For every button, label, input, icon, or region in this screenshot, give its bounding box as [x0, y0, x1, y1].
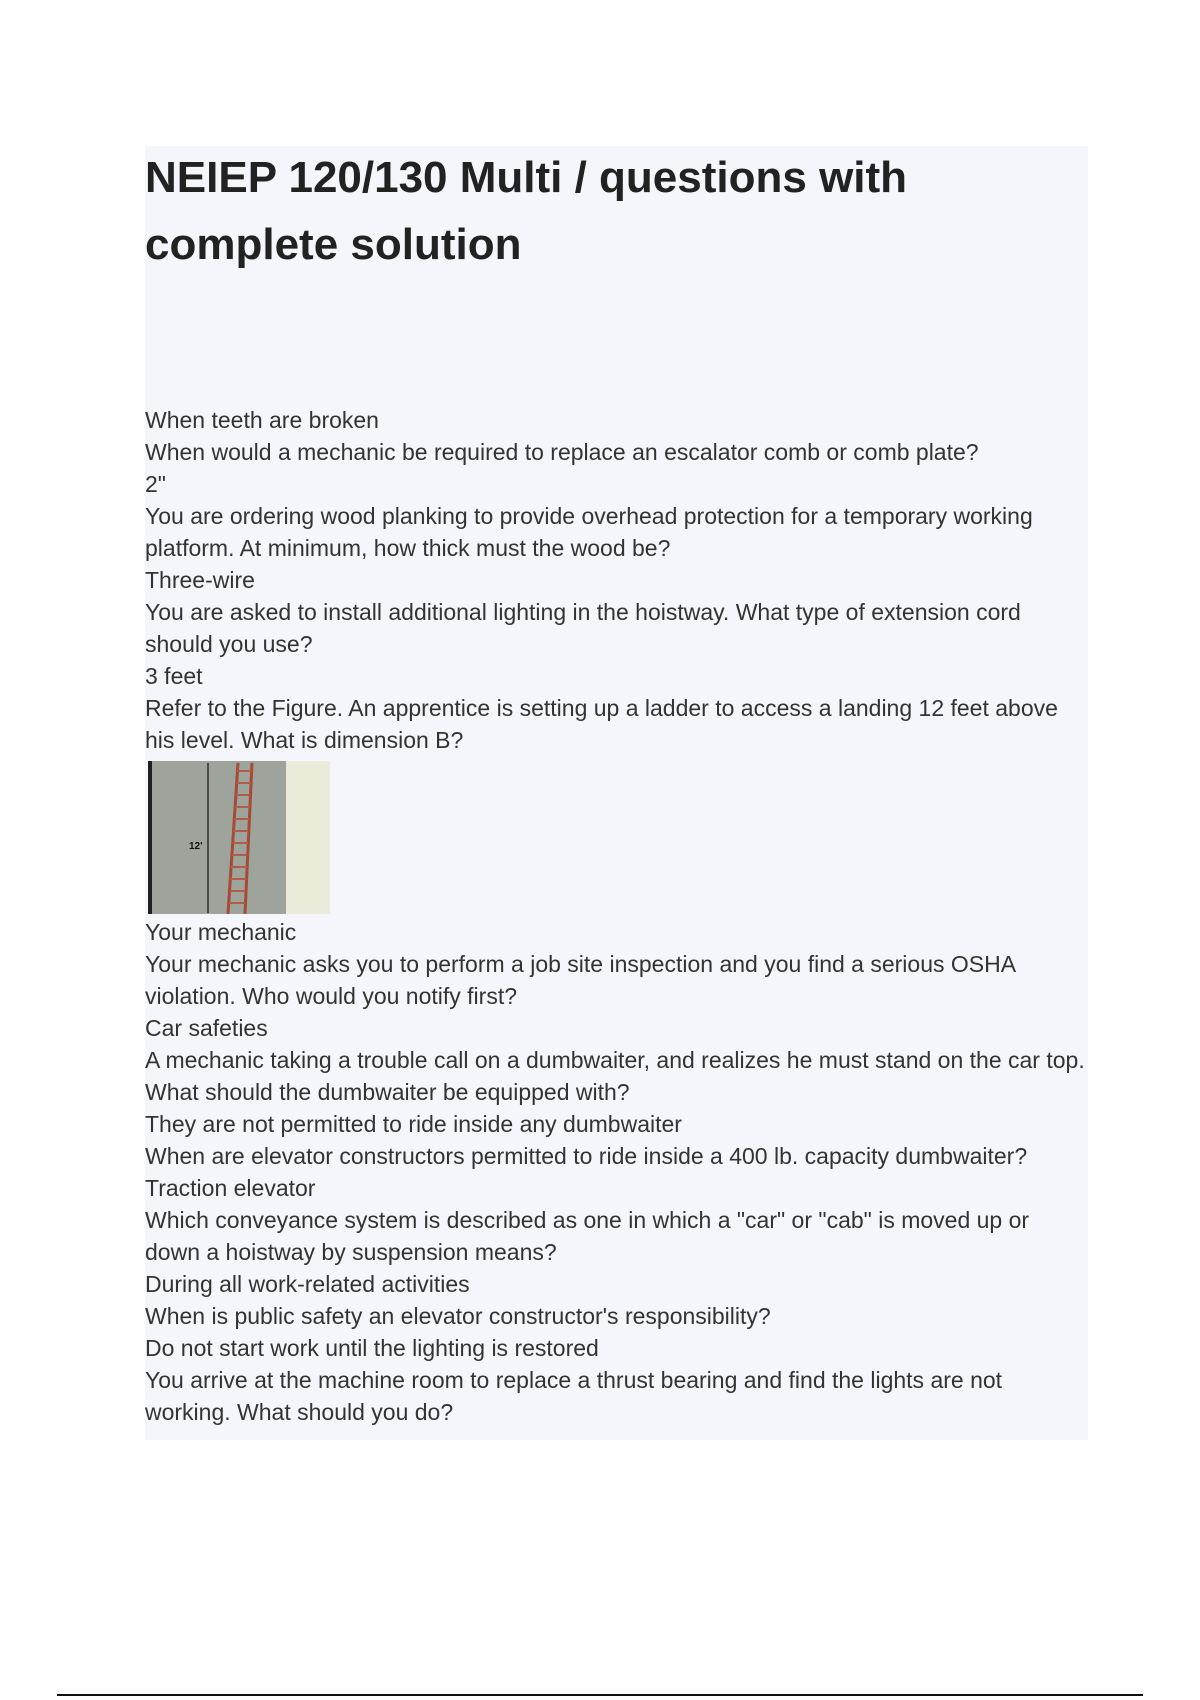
answer-2: 2": [145, 471, 166, 497]
answer-5: Your mechanic: [145, 919, 297, 945]
figure-dimension-label: 12': [189, 841, 203, 852]
page-title: NEIEP 120/130 Multi / questions with complete solution: [145, 153, 908, 269]
answer-4: 3 feet: [145, 663, 203, 689]
answer-1: When teeth are broken: [145, 407, 379, 433]
answer-6: Car safeties: [145, 1015, 268, 1041]
question-8: Which conveyance system is described as one in which a "car" or "cab" is moved up or down a hoistway by suspension means?: [145, 1207, 1030, 1265]
answer-9: During all work-related activities: [145, 1271, 470, 1297]
ladder-figure-image: [148, 761, 330, 914]
question-9: When is public safety an elevator constructor's responsibility?: [145, 1303, 771, 1329]
qa-list: [145, 404, 1088, 1428]
answer-10: Do not start work until the lighting is restored: [145, 1335, 599, 1361]
question-7: When are elevator constructors permitted to ride inside a 400 lb. capacity dumbwaiter?: [145, 1143, 1028, 1169]
answer-8: Traction elevator: [145, 1175, 316, 1201]
question-3: You are asked to install additional lighting in the hoistway. What type of extension cord should you use?: [145, 599, 1021, 657]
footer-divider: [57, 1694, 1143, 1696]
question-1: When would a mechanic be required to replace an escalator comb or comb plate?: [145, 439, 979, 465]
question-2: You are ordering wood planking to provide overhead protection for a temporary working platform. At minimum, how thick must the wood be?: [145, 503, 1033, 561]
question-4: Refer to the Figure. An apprentice is setting up a ladder to access a landing 12 feet above his level. What is dimension B?: [145, 695, 1058, 753]
answer-7: They are not permitted to ride inside any dumbwaiter: [145, 1111, 682, 1137]
question-5: Your mechanic asks you to perform a job site inspection and you find a serious OSHA violation. Who would you notify first?: [145, 951, 1015, 1009]
answer-3: Three-wire: [145, 567, 255, 593]
question-6: A mechanic taking a trouble call on a dumbwaiter, and realizes he must stand on the car top. What should the dumbwaiter be equipped with?: [145, 1047, 1085, 1105]
question-10: You arrive at the machine room to replace a thrust bearing and find the lights are not working. What should you do?: [145, 1367, 1003, 1425]
